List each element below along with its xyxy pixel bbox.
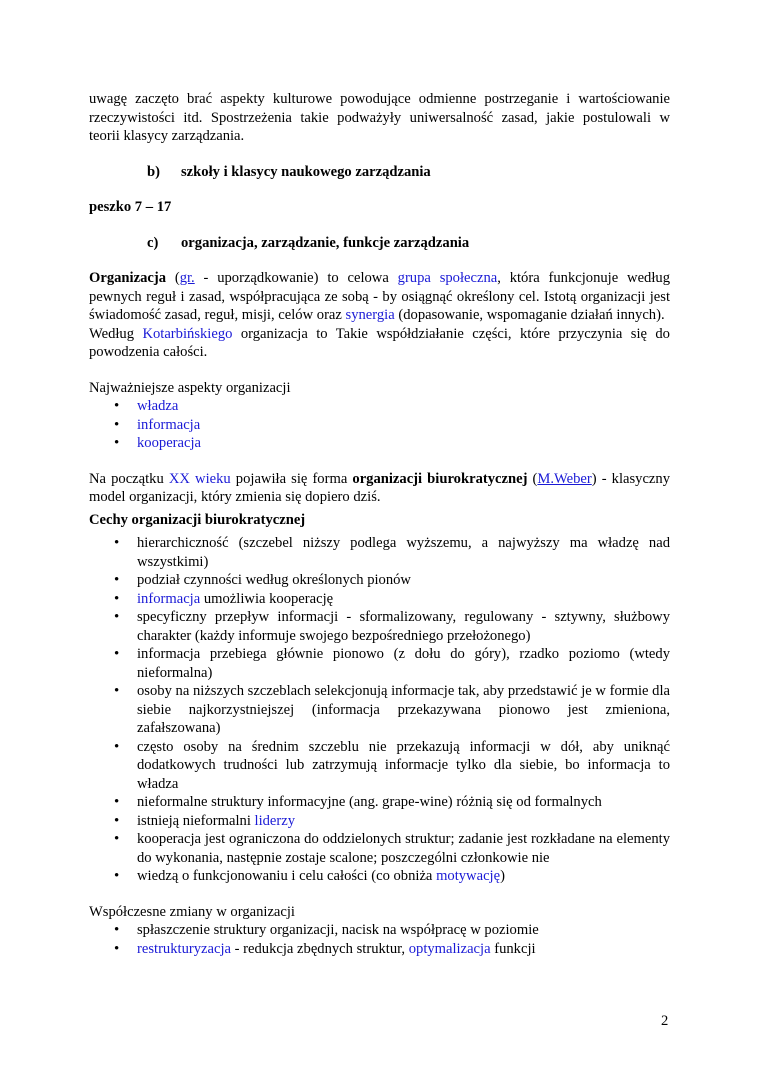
text: ( xyxy=(166,270,180,286)
list-item xyxy=(89,867,670,886)
link-grupa-spoleczna[interactable]: grupa społeczna xyxy=(397,270,498,286)
changes-title: Współczesne zmiany w organizacji xyxy=(89,903,295,920)
text: ) xyxy=(500,868,505,884)
text: funkcji xyxy=(490,940,536,957)
text: (dopasowanie, wspomaganie działań innych). xyxy=(394,307,665,323)
text: - uporządkowanie) to celowa xyxy=(194,270,398,286)
document-page xyxy=(89,90,670,958)
reference-pages: peszko 7 – 17 xyxy=(89,199,172,215)
text: umożliwia kooperację xyxy=(200,590,334,607)
list-item: • kooperacja jest ograniczona do oddzielonych struktur; zadanie jest rozkładane na elementy do wykonania, następnie zostaje scalone; poszczególni członkowie nie xyxy=(89,830,670,867)
link-gr[interactable]: gr. xyxy=(179,270,195,286)
text: pojawiła się forma xyxy=(230,470,353,487)
bureaucracy-paragraph xyxy=(89,470,670,507)
features-list xyxy=(89,534,670,886)
features-title: Cechy organizacji biurokratycznej xyxy=(89,511,306,528)
aspects-title: Najważniejsze aspekty organizacji xyxy=(89,379,291,396)
list-item xyxy=(89,812,670,831)
section-b-title: szkoły i klasycy naukowego zarządzania xyxy=(181,163,431,180)
changes-list xyxy=(89,921,670,958)
page-number: 2 xyxy=(661,1013,669,1029)
list-item: • podział czynności według określonych pionów xyxy=(89,571,670,590)
link-wladza[interactable]: władza xyxy=(137,398,179,414)
link-kotarbinski[interactable]: Kotarbińskiego xyxy=(142,325,233,342)
text: , która funkcjonuje według pewnych reguł i zasad, współpracująca ze sobą - by osiągnąć określony cel. Istotą organizacji jest świadomość zasad, reguł, misji, celów oraz xyxy=(89,270,670,323)
list-item: • informacja przebiega głównie pionowo (z dołu do góry), rzadko poziomo (wtedy nieformalna) xyxy=(89,645,670,682)
aspects-list xyxy=(89,397,670,453)
list-item xyxy=(89,940,670,959)
intro-line-3: teorii klasycy zarządzania. xyxy=(89,128,245,144)
text: ) - klasyczny model organizacji, który zmienia się dopiero dziś. xyxy=(89,470,671,505)
list-item: • spłaszczenie struktury organizacji, nacisk na współpracę w poziomie xyxy=(89,921,670,940)
link-kooperacja[interactable]: kooperacja xyxy=(137,435,202,451)
text: organizacja to Takie współdziałanie części, które przyczynia się do powodzenia całości. xyxy=(89,325,670,360)
definition-paragraph xyxy=(89,269,670,325)
link-synergia[interactable]: synergia xyxy=(345,307,395,323)
link-restrukturyzacja[interactable]: restrukturyzacja xyxy=(137,940,231,957)
text: ( xyxy=(527,470,538,487)
link-informacja[interactable]: informacja xyxy=(137,416,201,433)
list-item: • osoby na niższych szczeblach selekcjonują informacje tak, aby przedstawić je w formie dla siebie najkorzystniejszej (informacja przekazywana pionowo jest zmieniona, zafałszowana) xyxy=(89,682,670,738)
section-c-heading xyxy=(147,234,670,253)
link-motywacje[interactable]: motywację xyxy=(436,868,501,884)
link-xx-wieku[interactable]: XX wieku xyxy=(168,470,231,487)
text: Na początku xyxy=(89,470,169,487)
link-m-weber[interactable]: M.Weber xyxy=(537,470,592,487)
text: Według xyxy=(89,325,143,342)
link-informacja-feature[interactable]: informacja xyxy=(137,590,201,607)
intro-line-1: uwagę zaczęto brać aspekty kulturowe powodujące odmienne postrzeganie i wartościowanie xyxy=(89,91,670,107)
kotarbinski-paragraph xyxy=(89,325,670,362)
section-c-title: organizacja, zarządzanie, funkcje zarządzania xyxy=(181,234,470,251)
list-item xyxy=(89,434,670,453)
intro-line-2: rzeczywistości itd. Spostrzeżenia takie podważyły uniwersalność zasad, jakie postulowali w xyxy=(89,109,670,126)
bold-term: organizacji biurokratycznej xyxy=(352,470,528,487)
text: wiedzą o funkcjonowaniu i celu całości (co obniża xyxy=(137,868,437,884)
list-item: • często osoby na średnim szczeblu nie przekazują informacji w dół, aby uniknąć dodatkowych trudności lub zatrzymują informacje tylko dla siebie, bo informacja to władza xyxy=(89,738,670,794)
section-b-letter: b) xyxy=(147,163,160,180)
list-item: • specyficzny przepływ informacji - sformalizowany, regulowany - sztywny, służbowy charakter (każdy informuje swojego bezpośredniego przełożonego) xyxy=(89,608,670,645)
section-c-letter: c) xyxy=(147,234,159,251)
list-item: • nieformalne struktury informacyjne (ang. grape-wine) różnią się od formalnych xyxy=(89,793,670,812)
definition-term: Organizacja xyxy=(89,270,167,286)
text: - redukcja zbędnych struktur, xyxy=(231,940,409,957)
list-item xyxy=(89,416,670,435)
list-item: • hierarchiczność (szczebel niższy podlega wyższemu, a najwyższy ma władzę nad wszystkimi) xyxy=(89,534,670,571)
text: istnieją nieformalni xyxy=(137,812,255,829)
list-item xyxy=(89,590,670,609)
section-b-heading xyxy=(147,163,670,182)
list-item xyxy=(89,397,670,416)
link-liderzy[interactable]: liderzy xyxy=(254,812,296,829)
link-optymalizacja[interactable]: optymalizacja xyxy=(408,940,491,957)
